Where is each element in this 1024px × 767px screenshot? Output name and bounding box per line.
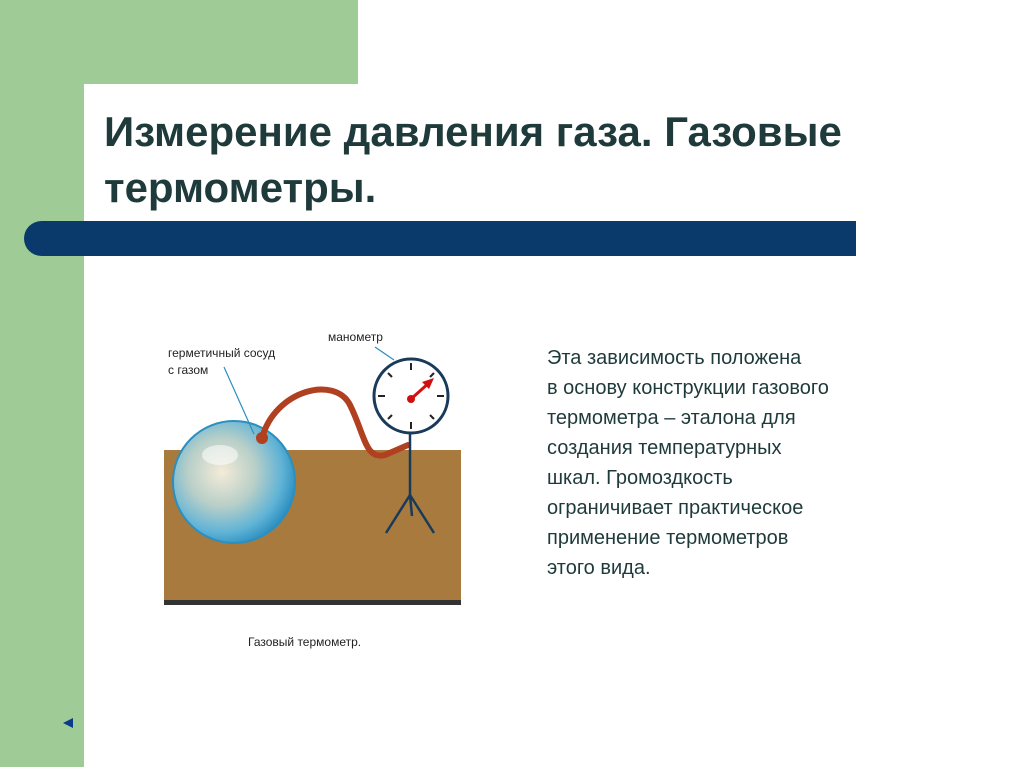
vessel-label-line1: герметичный сосуд [168,346,276,360]
manometer-pointer-line [375,347,394,360]
gas-thermometer-diagram [150,320,480,660]
vessel-label-line2: с газом [168,363,209,377]
back-arrow-icon[interactable] [62,716,74,728]
slide-title: Измерение давления газа. Газовые термометры. [104,108,842,211]
table-edge [164,600,461,605]
gas-sphere-icon [173,421,295,543]
slide-body-text: Эта зависимость положена в основу конструкции газового термометра – эталона для создания температурных шкал. Громоздкость ограничивает практическое применение термометров этого вида. [547,347,829,579]
title-divider-bar [24,221,856,256]
top-accent-block [0,0,358,84]
left-accent-strip [0,0,84,767]
pressure-gauge-icon [374,359,448,433]
figure-caption: Газовый термометр. [248,635,362,649]
gas-thermometer-figure [150,320,480,660]
manometer-label: манометр [328,330,383,344]
